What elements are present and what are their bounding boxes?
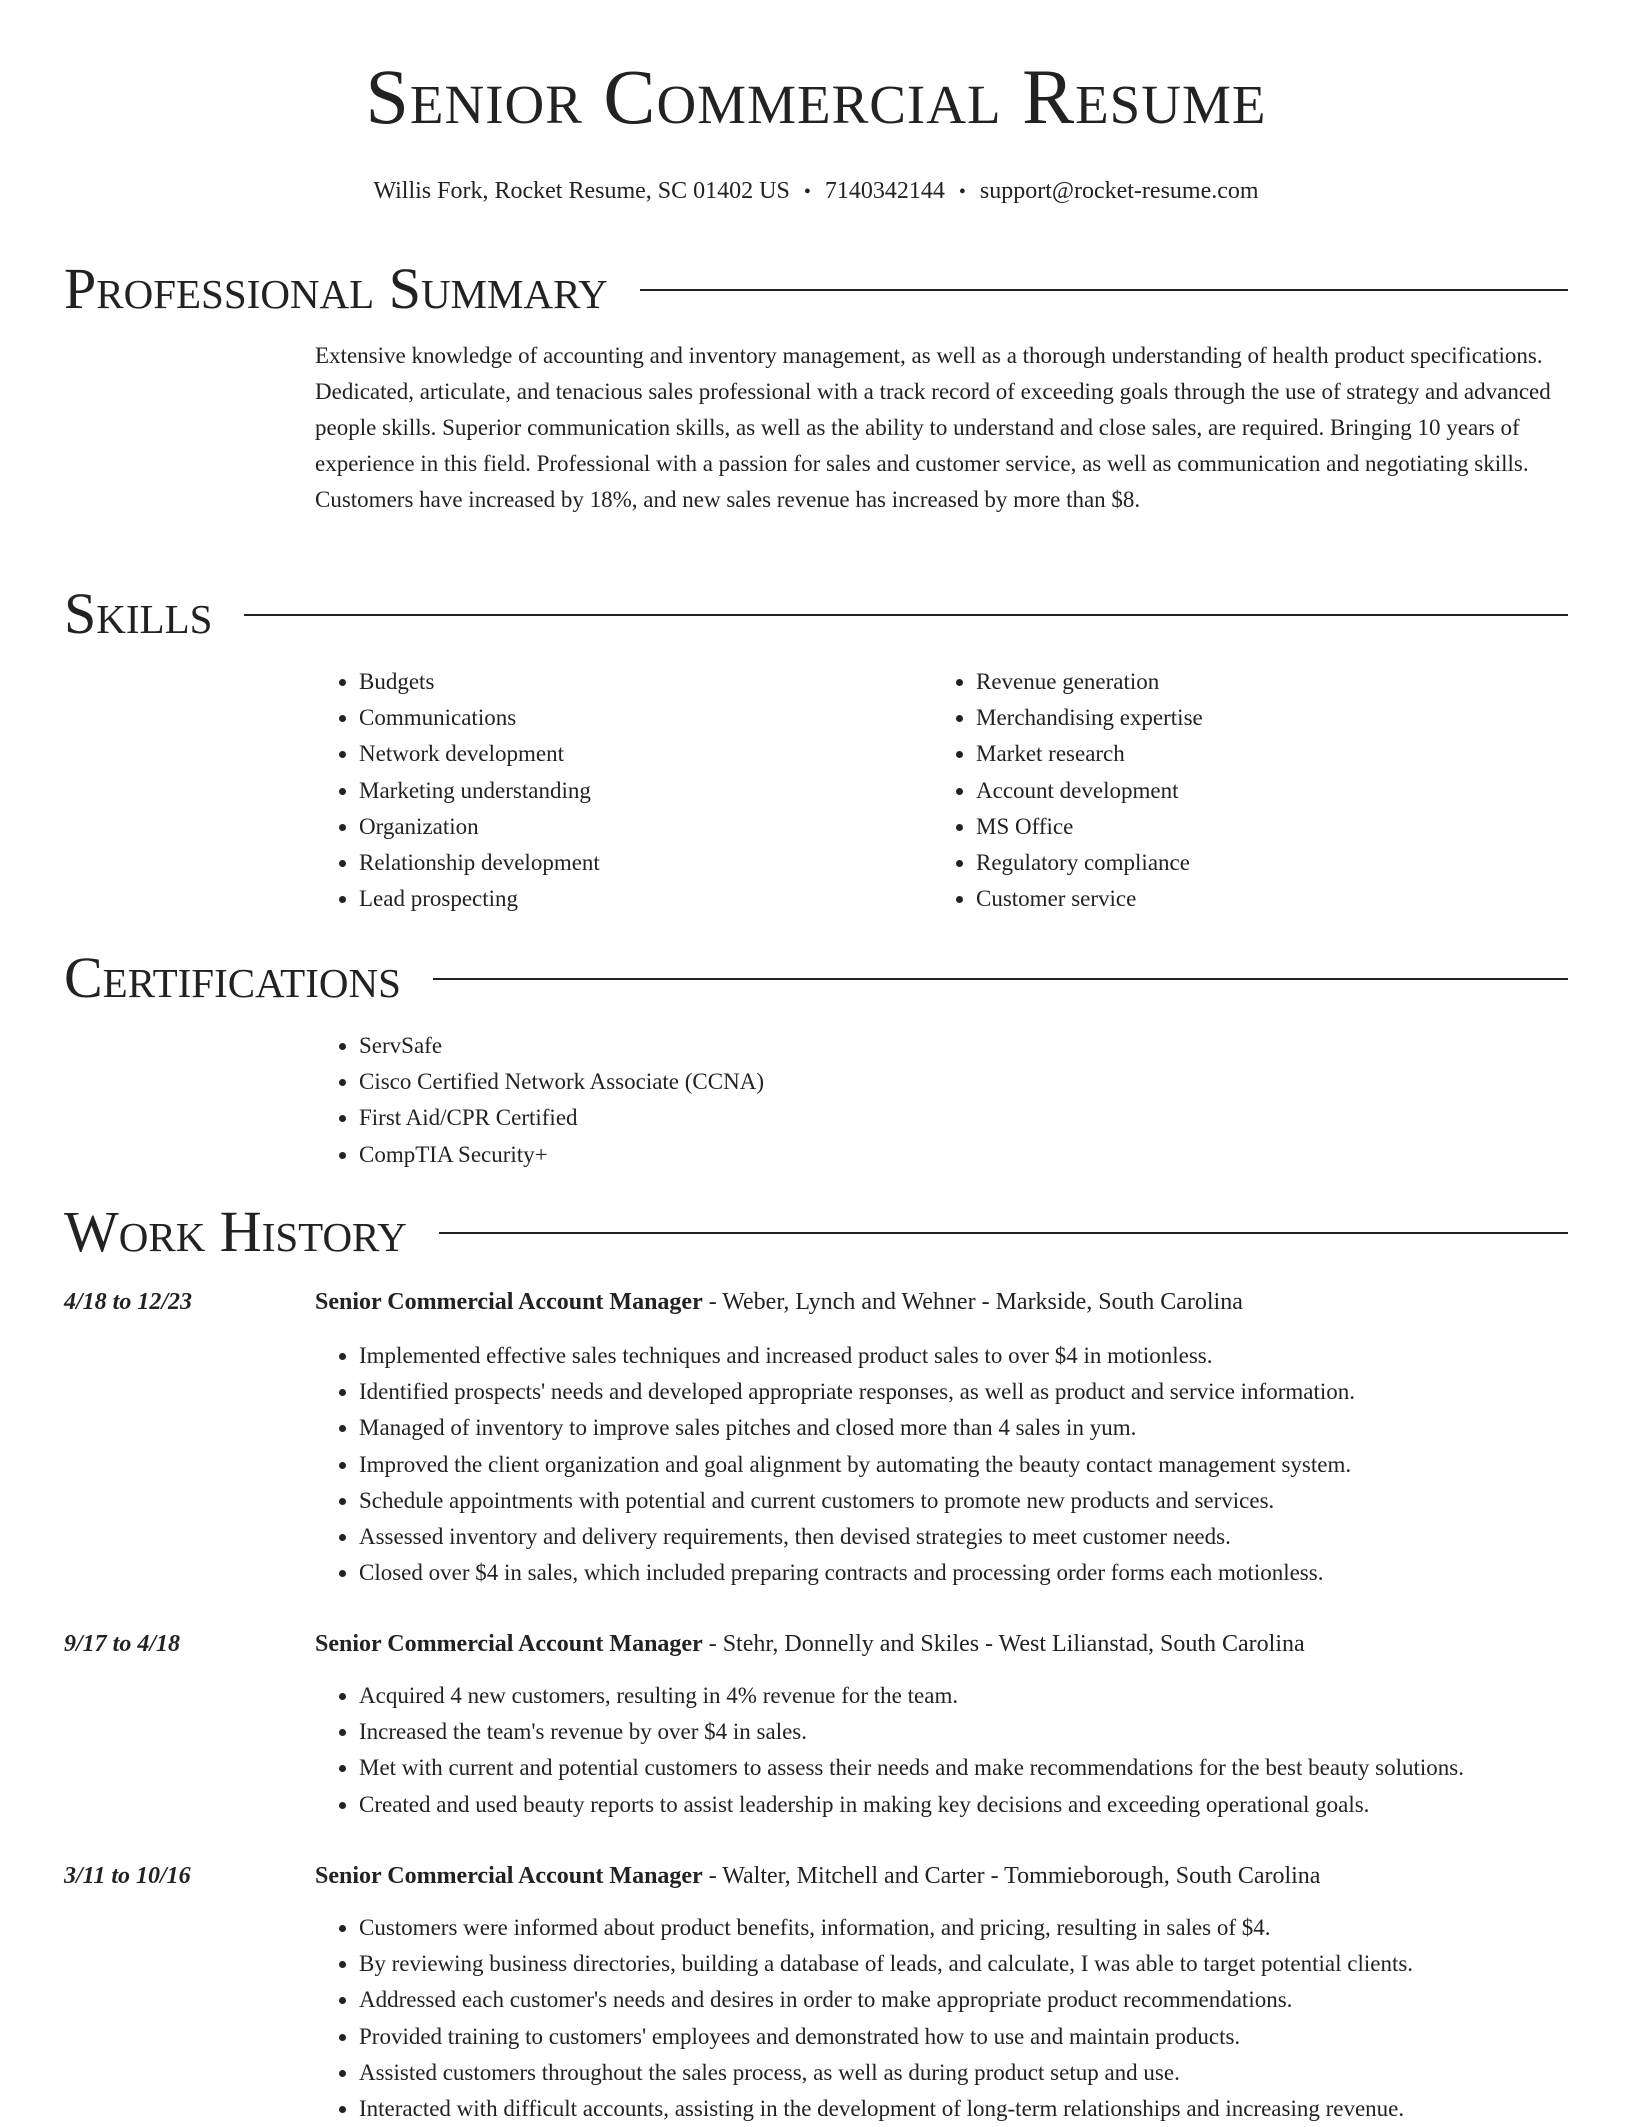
skills-section-header	[64, 581, 1568, 646]
contact-email: support@rocket-resume.com	[979, 178, 1259, 204]
job-employer: - Weber, Lynch and Wehner - Markside, South Carolina	[702, 1289, 1243, 1315]
skill-item: • Organization	[359, 809, 959, 845]
job-duty: • Provided training to customers' employees and demonstrated how to use and maintain products.	[359, 2019, 1611, 2055]
section-divider	[439, 1232, 1568, 1234]
skill-item: • Budgets	[359, 664, 959, 700]
job-title: Senior Commercial Account Manager	[315, 1631, 703, 1657]
job-duty: • Created and used beauty reports to assist leadership in making key decisions and exceeding operational goals.	[359, 1787, 1611, 1823]
skill-item: • Merchandising expertise	[976, 700, 1596, 736]
summary-section-header	[64, 256, 1568, 321]
skill-item: • Customer service	[976, 881, 1596, 917]
job-duties-list	[315, 1338, 1611, 1591]
skill-item: • Revenue generation	[976, 664, 1596, 700]
job-employer: - Stehr, Donnelly and Skiles - West Lilianstad, South Carolina	[702, 1631, 1305, 1657]
job-duty: • Interacted with difficult accounts, assisting in the development of long-term relationships and increasing revenue.	[359, 2091, 1611, 2127]
resume-title: Senior Commercial Resume	[365, 53, 1267, 140]
job-dates: 9/17 to 4/18	[64, 1631, 181, 1657]
job-duty: • Assisted customers throughout the sales process, as well as during product setup and use.	[359, 2055, 1611, 2091]
job-duty: • Met with current and potential customers to assess their needs and make recommendations for the best beauty solutions.	[359, 1750, 1611, 1786]
job-dates: 3/11 to 10/16	[64, 1863, 191, 1889]
job-duty: • Improved the client organization and goal alignment by automating the beauty contact management system.	[359, 1447, 1611, 1483]
job-duties-list	[315, 1678, 1611, 1823]
job-duty: • Assessed inventory and delivery requirements, then devised strategies to meet customer needs.	[359, 1519, 1611, 1555]
summary-heading: Professional Summary	[64, 256, 608, 321]
contact-separator: •	[803, 181, 811, 203]
certifications-list	[315, 1028, 1359, 1173]
job-duty: • Addressed each customer's needs and desires in order to make appropriate product recommendations.	[359, 1982, 1611, 2018]
job-duty: • Schedule appointments with potential and current customers to promote new products and services.	[359, 1483, 1611, 1519]
skills-heading: Skills	[64, 581, 213, 646]
contact-line	[0, 176, 1632, 207]
skill-item: • Relationship development	[359, 845, 959, 881]
job-title: Senior Commercial Account Manager	[315, 1289, 703, 1315]
job-heading	[315, 1860, 1320, 1892]
skill-item: • Market research	[976, 736, 1596, 772]
skills-list-left	[315, 664, 959, 917]
job-duty: • Closed over $4 in sales, which included preparing contracts and processing order forms each motionless.	[359, 1555, 1611, 1591]
section-divider	[640, 289, 1568, 291]
contact-separator: •	[958, 181, 966, 203]
skill-item: • Marketing understanding	[359, 773, 959, 809]
certification-item: • CompTIA Security+	[359, 1137, 1359, 1173]
contact-phone: 7140342144	[824, 178, 945, 204]
job-duty: • Identified prospects' needs and developed appropriate responses, as well as product and service information.	[359, 1374, 1611, 1410]
job-dates: 4/18 to 12/23	[64, 1289, 193, 1315]
contact-address: Willis Fork, Rocket Resume, SC 01402 US	[373, 178, 790, 204]
skill-item: • Lead prospecting	[359, 881, 959, 917]
job-heading	[315, 1286, 1243, 1318]
job-duty: • Implemented effective sales techniques and increased product sales to over $4 in motionless.	[359, 1338, 1611, 1374]
certifications-heading: Certifications	[64, 945, 401, 1010]
certification-item: • First Aid/CPR Certified	[359, 1100, 1359, 1136]
job-duty: • By reviewing business directories, building a database of leads, and calculate, I was able to target potential clients.	[359, 1946, 1611, 1982]
job-duty: • Increased the team's revenue by over $4 in sales.	[359, 1714, 1611, 1750]
section-divider	[433, 978, 1568, 980]
job-duty: • Customers were informed about product benefits, information, and pricing, resulting in sales of $4.	[359, 1910, 1611, 1946]
job-duty: • Acquired 4 new customers, resulting in 4% revenue for the team.	[359, 1678, 1611, 1714]
skills-list-right	[932, 664, 1596, 917]
certification-item: • ServSafe	[359, 1028, 1359, 1064]
skill-item: • Account development	[976, 773, 1596, 809]
certifications-section-header	[64, 945, 1568, 1010]
skill-item: • MS Office	[976, 809, 1596, 845]
section-divider	[244, 614, 1568, 616]
job-duties-list	[315, 1910, 1611, 2127]
skill-item: • Regulatory compliance	[976, 845, 1596, 881]
work-history-section-header	[64, 1199, 1568, 1264]
summary-text: Extensive knowledge of accounting and inventory management, as well as a thorough understanding of health product specifications. Dedicated, articulate, and tenacious sales professional with a track record of exceeding goals through the use of strategy and advanced people skills. Superior communication skills, as well as the ability to understand and close sales, are required. Bringing 10 years of experience in this field. Professional with a passion for sales and customer service, as well as communication and negotiating skills. Customers have increased by 18%, and new sales revenue has increased by more than $8.	[315, 343, 1551, 512]
job-title: Senior Commercial Account Manager	[315, 1863, 703, 1889]
job-duty: • Managed of inventory to improve sales pitches and closed more than 4 sales in yum.	[359, 1410, 1611, 1446]
certification-item: • Cisco Certified Network Associate (CCNA)	[359, 1064, 1359, 1100]
job-employer: - Walter, Mitchell and Carter - Tommieborough, South Carolina	[702, 1863, 1321, 1889]
job-heading	[315, 1628, 1305, 1660]
work-history-heading: Work History	[64, 1199, 407, 1264]
skill-item: • Network development	[359, 736, 959, 772]
skill-item: • Communications	[359, 700, 959, 736]
